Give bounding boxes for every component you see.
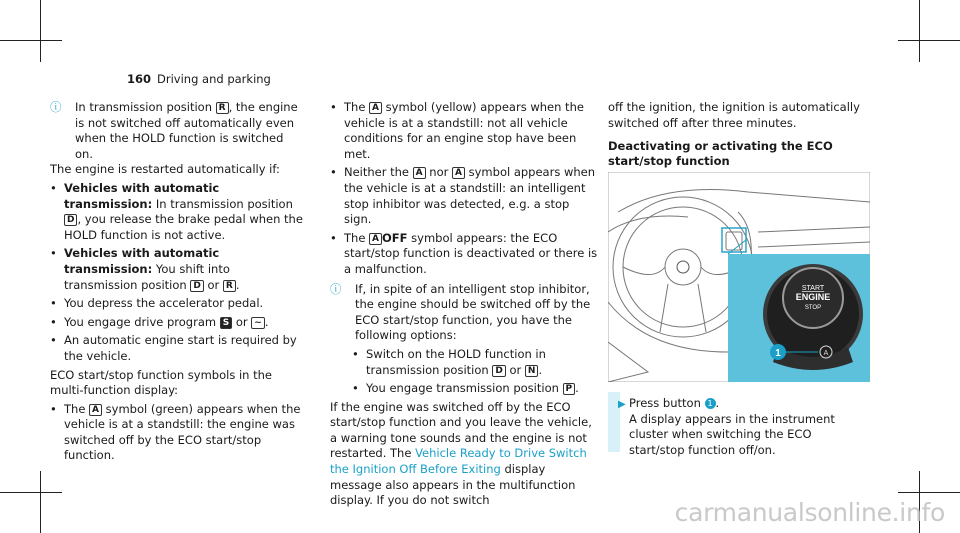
list-item: • The A OFF symbol appears: the ECO start/stop function is deactivated or there is a malfunction. [330,230,598,276]
btn-line2: ENGINE [795,292,831,302]
crop-mark [0,40,62,41]
transmission-symbol: D [492,365,505,377]
column-2 [330,100,600,509]
eco-symbol-icon: A [89,404,102,416]
transmission-symbol: D [64,214,77,226]
paragraph: ECO start/stop function symbols in the multi-function display: [50,367,272,398]
crop-mark [40,0,41,62]
step-arrow-icon: ▶ [618,399,626,410]
drive-program-slippery-icon: ~ [251,317,265,329]
crop-mark [898,492,960,493]
callout-number: 1 [705,398,716,409]
list-item: • Vehicles with automatic transmission: You shift into transmission position D or R . [50,246,240,292]
instruction-step: ▶ Press button 1 . A display appears in the instrument cluster when switching the ECO start/stop function off/on. [608,392,870,458]
cockpit-illustration [608,172,870,382]
eco-symbol-icon: A [369,233,382,245]
eco-symbol-crossed-icon: A [452,167,465,179]
btn-line3: STOP [804,305,822,311]
crop-mark [919,0,920,62]
list-item: • You engage drive program S or ~ . [50,314,269,329]
crop-mark [40,471,41,533]
info-icon: ⓘ [330,281,342,296]
list-item: • You engage transmission position P . [352,381,579,396]
list-item: • You depress the accelerator pedal. [50,296,264,311]
column-3 [608,100,870,175]
eco-glyph: A [823,350,829,357]
eco-symbol-icon: A [413,167,426,179]
info-note: ⓘ In transmission position R , the engine is not switched off automatically even when the HOLD function is switched on. [50,100,298,161]
column-1 [50,100,305,464]
section-heading: Deactivating or activating the ECO start/stop function [608,139,833,169]
page-header [127,72,271,86]
page-number: 160 [127,72,152,86]
watermark: carmanualsonline.info [674,498,945,527]
list-item: • The A symbol (yellow) appears when the vehicle is at a standstill: not all vehicle conditions for an engine stop have been met. [330,100,584,161]
intro-text: The engine is restarted automatically if: [50,162,280,177]
transmission-symbol: R [223,280,236,292]
display-message: Vehicle Ready to Drive Switch the Ignition Off Before Exiting [330,446,587,477]
list-item: • Vehicles with automatic transmission: In transmission position D , you release the brake pedal when the HOLD function is not active. [50,180,303,242]
transmission-symbol: R [216,102,229,114]
crop-mark [898,40,960,41]
svg-text:1: 1 [775,348,781,359]
section-title: Driving and parking [157,72,271,86]
drive-program-s-icon: S [220,317,232,329]
btn-line1: START [801,285,825,292]
transmission-symbol: D [190,280,203,292]
transmission-symbol: N [525,365,539,377]
eco-symbol-crossed-icon: A [369,102,382,114]
list-item: • Neither the A nor A symbol appears when the vehicle is at a standstill: an intelligent stop inhibitor was detected, e.g. a stop sign. [330,165,596,227]
paragraph: If the engine was switched off by the ECO start/stop function and you leave the vehicle, a warning tone sounds and the engine is not restarted. The Vehicle Ready to Drive Switch the Ignition Off Before Exiting display message also appears in the multifunction display. If you do not switch [330,399,592,508]
list-item: • Switch on the HOLD function in transmission position D or N . [352,346,546,377]
info-icon: ⓘ [50,100,62,114]
list-item: • The A symbol (green) appears when the vehicle is at a standstill: the engine was switched off by the ECO start/stop function. [50,401,301,463]
crop-mark [0,492,62,493]
info-note: ⓘ If, in spite of an intelligent stop inhibitor, the engine should be switched off by the ECO start/stop function, you have the following options: [330,281,591,343]
list-item: • An automatic engine start is required by the vehicle. [50,333,297,363]
paragraph: off the ignition, the ignition is automatically switched off after three minutes. [608,100,860,130]
transmission-symbol: P [563,383,576,395]
